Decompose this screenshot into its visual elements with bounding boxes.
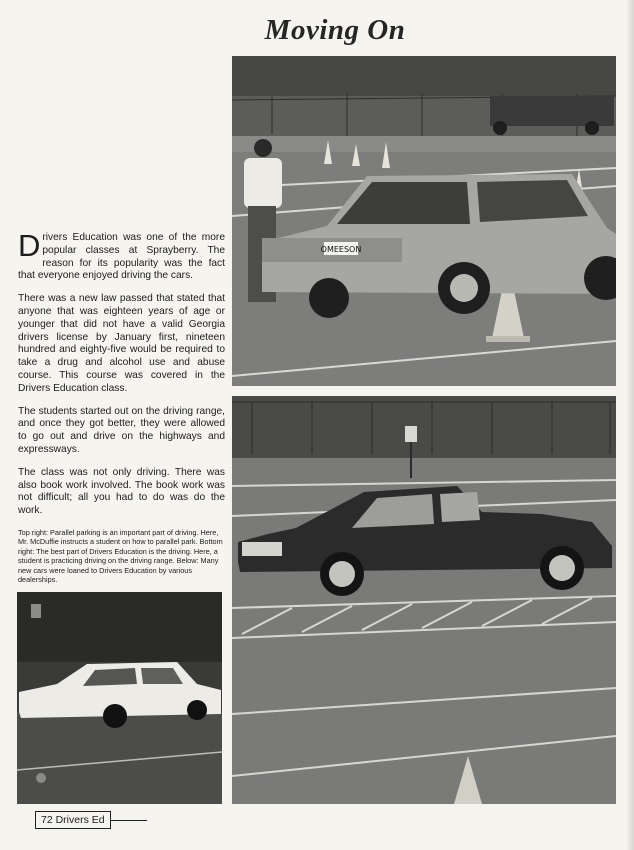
photo-caption: Top right: Parallel parking is an important part of driving. Here, Mr. McDuffie instructs a student on how to parallel park. Bottom right: The best part of Drivers Education is the driving. Here, a student is practicing driving on the driving range. Below: Many new cars were loaned to Drivers Education by various dealerships. bbox=[18, 528, 223, 585]
license-plate: OMEESON bbox=[320, 245, 362, 254]
folio-rule bbox=[111, 820, 147, 821]
paragraph-1: rivers Education was one of the more popular classes at Sprayberry. The reason for its popularity was the fact that everyone enjoyed driving the cars. bbox=[18, 232, 225, 282]
photo-parallel-parking bbox=[232, 56, 616, 386]
article-body bbox=[18, 228, 225, 528]
page-folio bbox=[35, 811, 147, 829]
paragraph-2: There was a new law passed that stated that anyone that was eighteen years of age or younger that did not have a valid Georgia drivers license by January first, nineteen hundred and eighty-five would be required to take a drug and alcohol use and abuse course. This course was covered in the Drivers Education class. bbox=[18, 293, 225, 394]
photo-driving-range bbox=[232, 396, 616, 804]
drop-cap: D bbox=[18, 228, 41, 263]
paragraph-4: The class was not only driving. There was also book work involved. The book work was not difficult; all you had to do was do the work. bbox=[18, 466, 225, 517]
page-edge-shadow bbox=[626, 0, 634, 850]
photo-loaned-car bbox=[17, 592, 222, 804]
paragraph-3: The students started out on the driving range, and once they got better, they were allowed to go out and drive on the highways and expressways. bbox=[18, 405, 225, 455]
page-title: Moving On bbox=[264, 14, 406, 46]
folio-label: 72 Drivers Ed bbox=[35, 811, 111, 829]
